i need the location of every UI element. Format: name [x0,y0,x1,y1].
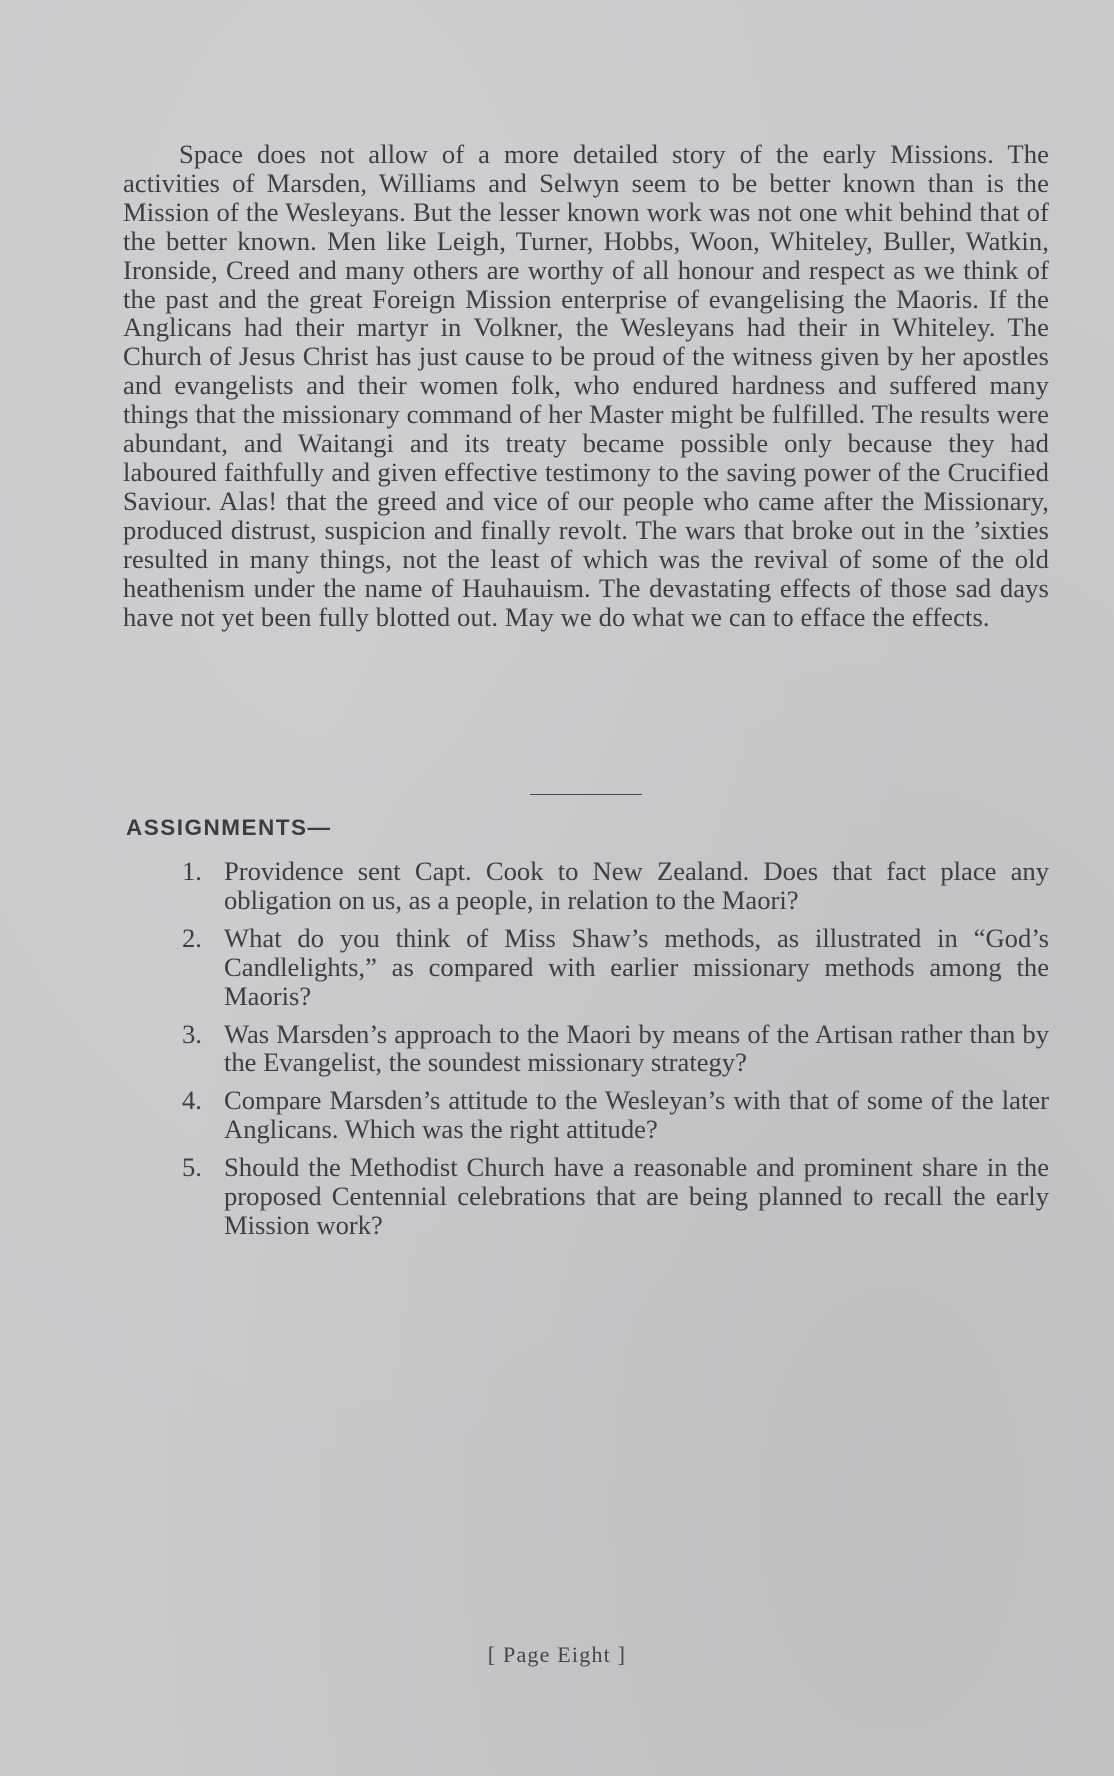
assignment-text: Providence sent Capt. Cook to New Zealand. Does that fact place any obligation on us, as a people, in relation to the Maori? [224,856,1049,915]
assignments-list [123,857,1049,1249]
assignment-item [123,1020,1049,1078]
assignments-heading: ASSIGNMENTS— [126,815,332,840]
page-number: [ Page Eight ] [487,1642,627,1667]
section-divider [530,794,642,795]
assignment-text: What do you think of Miss Shaw’s methods, as illustrated in “God’s Candlelights,” as compared with earlier missionary methods among the Maoris? [224,922,1049,1011]
body-paragraph: Space does not allow of a more detailed story of the early Missions. The activities of Marsden, Williams and Selwyn seem to be better known than is the Mission of the Wesleyans. But the lesser known work was not one whit behind that of the better known. Men like Leigh, Turner, Hobbs, Woon, Whiteley, Buller, Watkin, Ironside, Creed and many others are worthy of all honour and respect as we think of the past and the great Foreign Mission enterprise of evangelising the Maoris. If the Anglicans had their martyr in Volkner, the Wesleyans had their in Whiteley. The Church of Jesus Christ has just cause to be proud of the witness given by her apostles and evangelists and their women folk, who endured hardness and suffered many things that the missionary command of her Master might be fulfilled. The results were abundant, and Waitangi and its treaty became possible only because they had laboured faithfully and given effective testimony to the saving power of the Crucified Saviour. Alas! that the greed and vice of our people who came after the Missionary, produced distrust, suspicion and finally revolt. The wars that broke out in the ’sixties resulted in many things, not the least of which was the revival of some of the old heathenism under the name of Hauhauism. The devastating effects of those sad days have not yet been fully blotted out. May we do what we can to efface the effects. [123,139,1049,632]
assignment-number: 2. [182,922,202,953]
assignment-number: 3. [182,1018,202,1049]
assignment-text: Compare Marsden’s attitude to the Wesleyan’s with that of some of the later Anglicans. Which was the right attitude? [224,1085,1049,1145]
assignment-number: 1. [182,856,202,886]
assignment-number: 5. [182,1152,202,1183]
assignment-item [123,924,1049,1011]
assignment-number: 4. [182,1085,202,1116]
assignment-item [123,857,1049,915]
assignment-item [123,1153,1049,1240]
assignment-text: Was Marsden’s approach to the Maori by means of the Artisan rather than by the Evangelist, the soundest missionary strategy? [224,1018,1049,1078]
assignment-text: Should the Methodist Church have a reasonable and prominent share in the proposed Centennial celebrations that are being planned to recall the early Mission work? [224,1152,1049,1240]
assignment-item [123,1086,1049,1144]
